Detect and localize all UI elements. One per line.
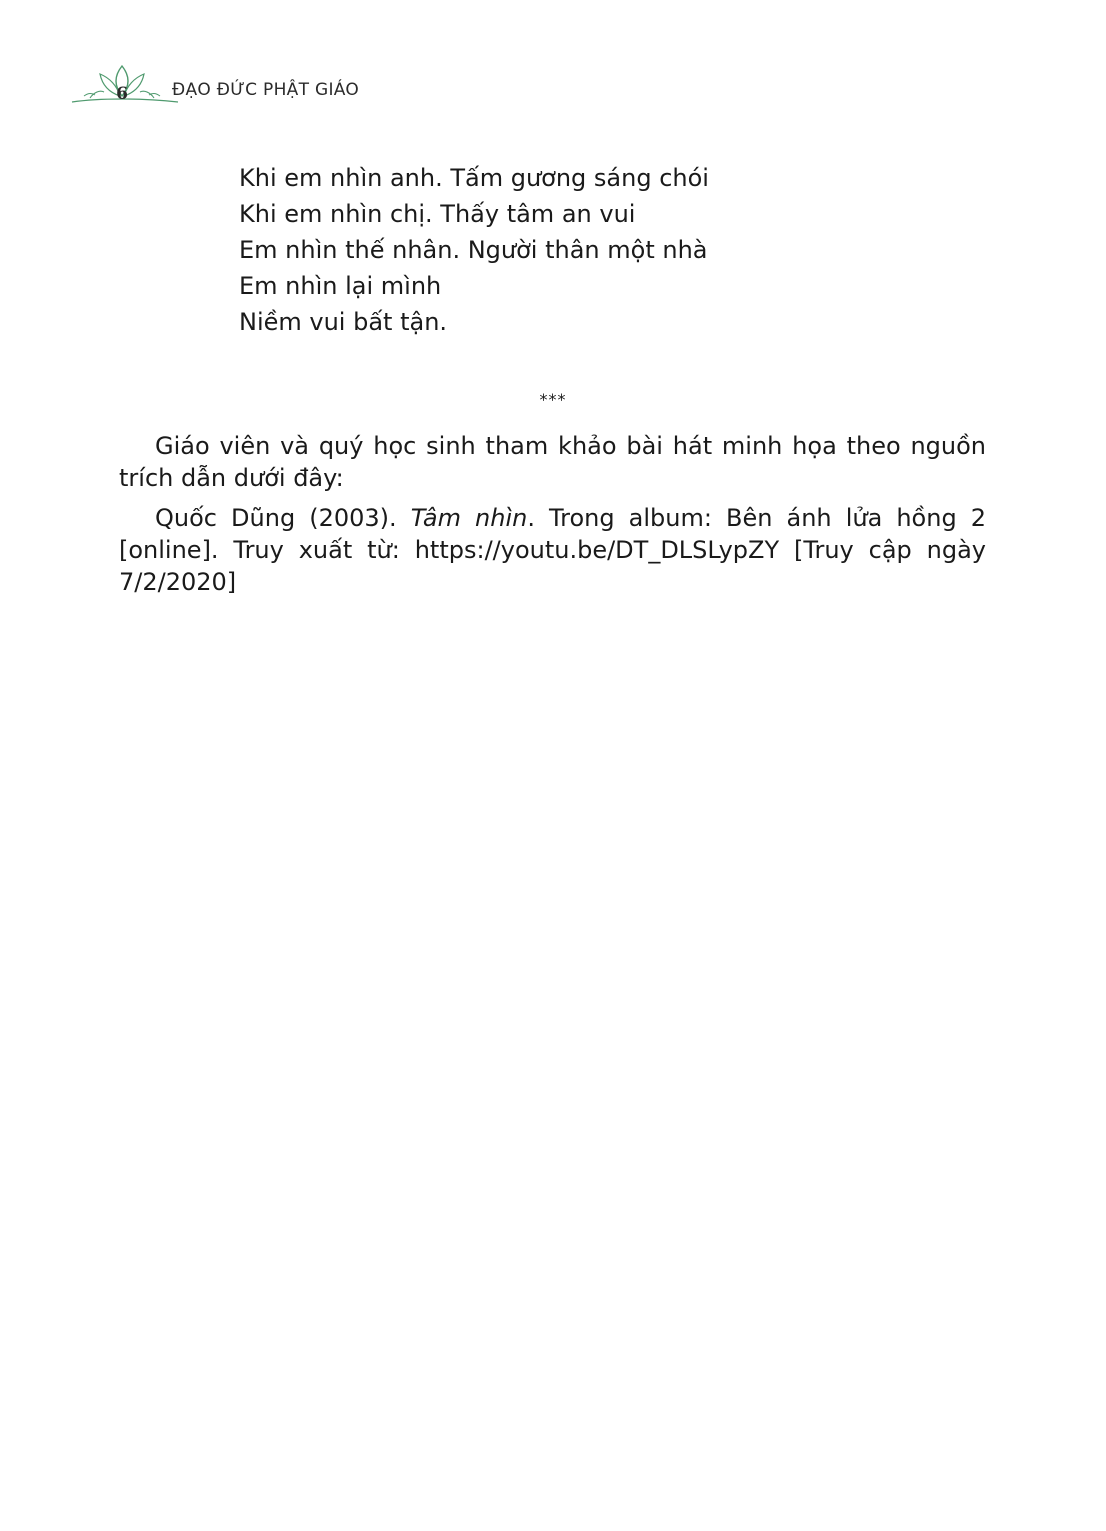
citation-author-year: Quốc Dũng (2003). bbox=[155, 504, 411, 532]
section-separator: *** bbox=[539, 390, 567, 409]
citation-paragraph bbox=[119, 502, 986, 598]
poem-line: Em nhìn thế nhân. Người thân một nhà bbox=[239, 236, 708, 264]
intro-paragraph: Giáo viên và quý học sinh tham khảo bài hát minh họa theo nguồn trích dẫn dưới đây: bbox=[119, 432, 986, 492]
citation-source: . Trong album: Bên ánh lửa hồng 2 [online]. Truy xuất từ: https://youtu.be/DT_DLSLypZY [Truy cập ngày 7/2/2020] bbox=[119, 504, 987, 596]
poem-line: Em nhìn lại mình bbox=[239, 272, 442, 300]
citation-song-title: Tâm nhìn bbox=[410, 504, 528, 532]
book-title: ĐẠO ĐỨC PHẬT GIÁO bbox=[172, 80, 360, 100]
poem-line: Khi em nhìn anh. Tấm gương sáng chói bbox=[239, 164, 709, 192]
poem-line: Khi em nhìn chị. Thấy tâm an vui bbox=[239, 200, 636, 228]
poem bbox=[239, 160, 709, 340]
page-header bbox=[70, 62, 390, 110]
page-number: 6 bbox=[116, 84, 128, 104]
poem-line: Niềm vui bất tận. bbox=[239, 308, 448, 336]
